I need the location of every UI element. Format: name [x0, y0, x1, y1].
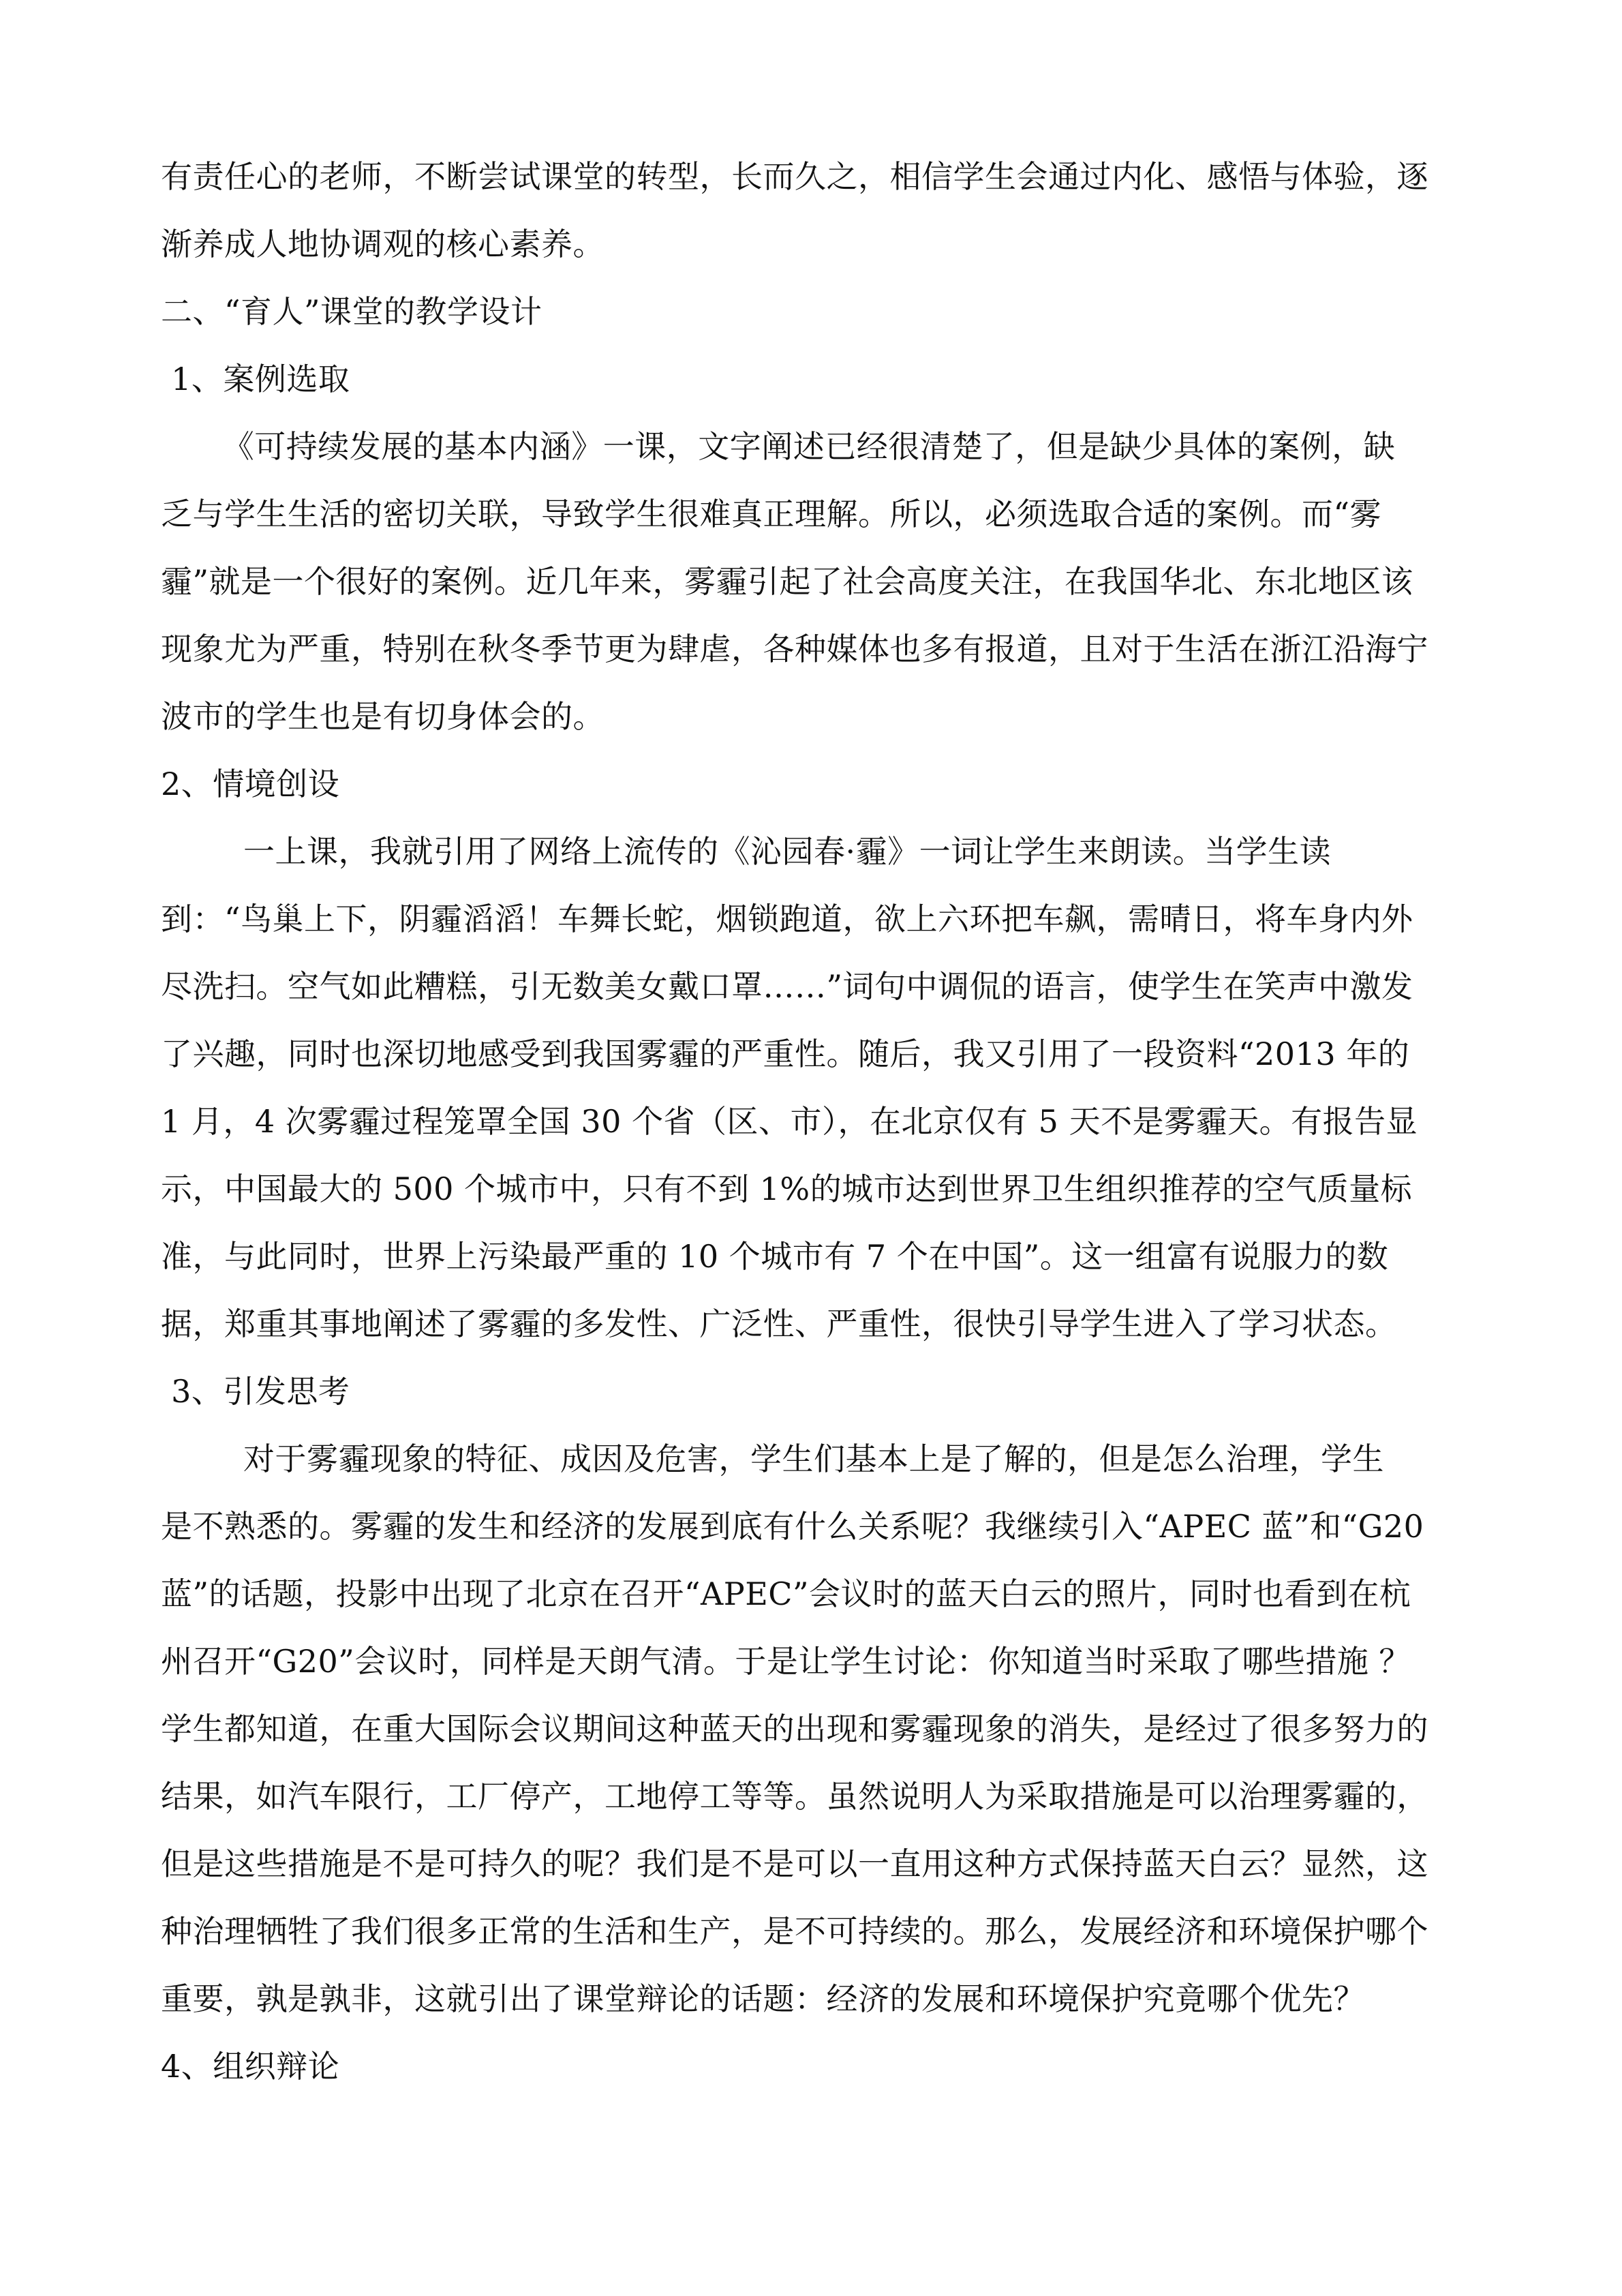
subsection-title: 4、组织辩论 [161, 2048, 340, 2085]
text-line: 结果，如汽车限行，工厂停产，工地停工等等。虽然说明人为采取措施是可以治理雾霾的， [161, 1778, 1428, 1815]
text-line: 有责任心的老师，不断尝试课堂的转型，长而久之，相信学生会通过内化、感悟与体验，逐 [161, 158, 1428, 195]
text-line: 蓝”的话题，投影中出现了北京在召开“APEC”会议时的蓝天白云的照片，同时也看到在杭 [161, 1575, 1411, 1612]
text-line: 霾”就是一个很好的案例。近几年来，雾霾引起了社会高度关注，在我国华北、东北地区该 [161, 563, 1413, 600]
text-line: 对于雾霾现象的特征、成因及危害，学生们基本上是了解的，但是怎么治理，学生 [161, 1440, 1384, 1477]
section-heading [161, 278, 1456, 346]
subsection-heading-3 [161, 1358, 1456, 1425]
text-line: 《可持续发展的基本内涵》一课，文字阐述已经很清楚了，但是缺少具体的案例，缺 [161, 428, 1396, 465]
subsection-title: 1、案例选取 [161, 361, 350, 397]
text-line: 示，中国最大的 500 个城市中，只有不到 1%的城市达到世界卫生组织推荐的空气质量标 [161, 1170, 1413, 1207]
intro-paragraph [161, 143, 1456, 278]
text-line: 1 月，4 次雾霾过程笼罩全国 30 个省（区、市），在北京仅有 5 天不是雾霾天。有报告显 [161, 1103, 1418, 1140]
case-paragraph [161, 413, 1456, 751]
text-line: 准，与此同时，世界上污染最严重的 10 个城市有 7 个在中国”。这一组富有说服力的数 [161, 1238, 1389, 1275]
text-line: 乏与学生生活的密切关联，导致学生很难真正理解。所以，必须选取合适的案例。而“雾 [161, 496, 1382, 532]
text-line: 州召开“G20”会议时，同样是天朗气清。于是让学生讨论：你知道当时采取了哪些措施 ？ [161, 1643, 1411, 1680]
text-line: 尽洗扫。空气如此糟糕，引无数美女戴口罩……”词句中调侃的语言，使学生在笑声中激发 [161, 968, 1413, 1005]
subsection-heading-2 [161, 751, 1456, 818]
text-line: 据，郑重其事地阐述了雾霾的多发性、广泛性、严重性，很快引导学生进入了学习状态。 [161, 1305, 1397, 1342]
text-line: 渐养成人地协调观的核心素养。 [161, 226, 605, 262]
text-line: 学生都知道，在重大国际会议期间这种蓝天的出现和雾霾现象的消失，是经过了很多努力的 [161, 1710, 1428, 1747]
subsection-title: 3、引发思考 [161, 1373, 350, 1410]
scene-paragraph [161, 818, 1456, 1358]
section-title: 二、“育人”课堂的教学设计 [161, 293, 542, 330]
text-line: 到：“鸟巢上下，阴霾滔滔！车舞长蛇，烟锁跑道，欲上六环把车飙，需晴日，将车身内外 [161, 901, 1413, 937]
text-line: 了兴趣，同时也深切地感受到我国雾霾的严重性。随后，我又引用了一段资料“2013 年的 [161, 1036, 1410, 1072]
text-line: 重要，孰是孰非，这就引出了课堂辩论的话题：经济的发展和环境保护究竟哪个优先？ [161, 1980, 1365, 2017]
text-line: 一上课，我就引用了网络上流传的《沁园春·霾》一词让学生来朗读。当学生读 [161, 833, 1332, 870]
subsection-heading-4 [161, 2033, 1456, 2100]
text-line: 种治理牺牲了我们很多正常的生活和生产，是不可持续的。那么，发展经济和环境保护哪个 [161, 1913, 1428, 1950]
text-line: 现象尤为严重，特别在秋冬季节更为肆虐，各种媒体也多有报道，且对于生活在浙江沿海宁 [161, 631, 1428, 667]
subsection-title: 2、情境创设 [161, 766, 340, 802]
think-paragraph [161, 1425, 1456, 2033]
subsection-heading-1 [161, 346, 1456, 413]
text-line: 是不熟悉的。雾霾的发生和经济的发展到底有什么关系呢？我继续引入“APEC 蓝”和“G20 [161, 1508, 1424, 1545]
text-line: 波市的学生也是有切身体会的。 [161, 698, 605, 735]
text-line: 但是这些措施是不是可持久的呢？我们是不是可以一直用这种方式保持蓝天白云？显然，这 [161, 1845, 1428, 1882]
